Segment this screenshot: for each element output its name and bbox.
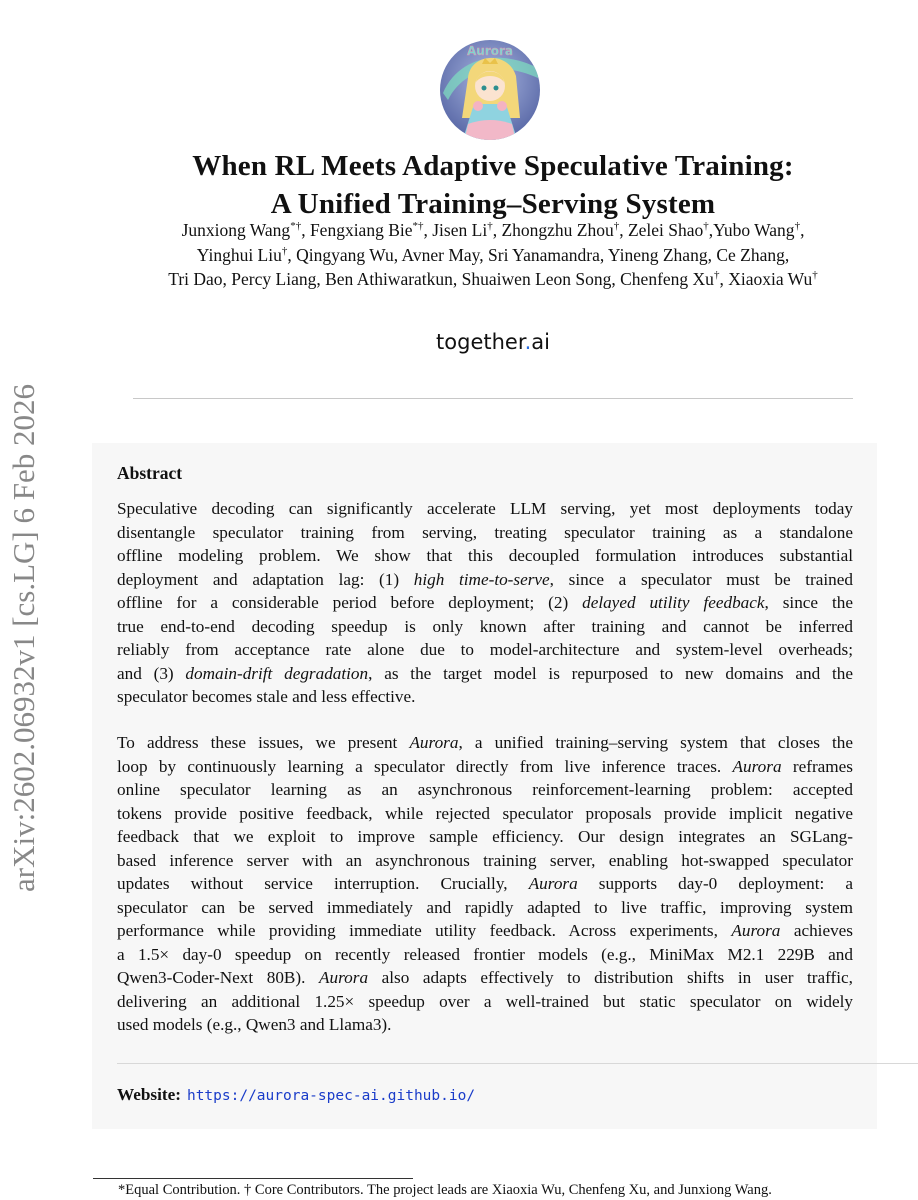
abstract-line	[117, 1013, 853, 1037]
abstract-line	[117, 872, 853, 896]
abstract-line	[117, 755, 853, 779]
text-run: supports day-0 deployment: a	[577, 874, 853, 893]
abstract-line	[117, 849, 853, 873]
text-run: based inference server with an asynchronous training server, enabling hot-swapped speculator	[117, 850, 853, 870]
abstract-line	[117, 990, 853, 1014]
abstract-line	[117, 825, 853, 849]
author-affiliation-mark: †	[713, 269, 720, 282]
author-affiliation-mark: *†	[412, 220, 424, 233]
abstract-line	[117, 497, 853, 521]
abstract-line	[117, 591, 853, 615]
abstract-paragraph-1	[117, 497, 853, 709]
abstract-line	[117, 778, 853, 802]
text-run: performance while providing immediate utility feedback. Across experiments,	[117, 921, 732, 940]
author-name: , Xiaoxia Wu	[719, 269, 813, 289]
author-name: , Zelei Shao	[619, 220, 704, 240]
affiliation-dot: .	[524, 330, 532, 354]
text-run: updates without service interruption. Crucially,	[117, 874, 529, 893]
text-run: and (3)	[117, 663, 186, 683]
footnote: *Equal Contribution. † Core Contributors. The project leads are Xiaoxia Wu, Chenfeng Xu, and Junxiong Wang.	[118, 1182, 772, 1198]
author-name: Yinghui Liu	[196, 245, 282, 265]
text-run: Speculative decoding can significantly accelerate LLM serving, yet most deployments today	[117, 499, 853, 518]
text-run: reliably from acceptance rate alone due to model-architecture and system-level overheads;	[117, 640, 853, 659]
author-name: ,	[800, 220, 805, 240]
author-line	[60, 245, 918, 266]
emphasized-text: domain-drift degradation	[185, 663, 369, 683]
text-run: a 1.5× day-0 speedup on recently released frontier models (e.g., MiniMax M2.1 229B and	[117, 944, 853, 964]
author-line	[60, 220, 918, 241]
abstract-line	[117, 638, 853, 662]
author-name: , Jisen Li	[423, 220, 488, 240]
text-run: disentangle speculator training from serving, treating speculator training as a standalone	[117, 522, 853, 542]
author-name: ,Yubo Wang	[708, 220, 795, 240]
text-run: feedback that we exploit to improve sample efficiency. Our design integrates an SGLang-	[117, 827, 853, 846]
text-run: used models (e.g., Qwen3 and Llama3).	[117, 1015, 392, 1034]
emphasized-text: Aurora	[732, 756, 782, 776]
aurora-logo-image	[438, 38, 542, 142]
author-affiliation-mark: *†	[290, 220, 302, 233]
text-run: deployment and adaptation lag: (1)	[117, 569, 414, 589]
text-run: , since a speculator must be trained	[549, 569, 853, 589]
abstract-line	[117, 615, 853, 639]
emphasized-text: delayed utility feedback	[582, 593, 765, 612]
paper-title-line-1: When RL Meets Adaptive Speculative Training:	[192, 150, 794, 182]
author-name: , Zhongzhu Zhou	[492, 220, 614, 240]
text-run: offline for a considerable period before deployment; (2)	[117, 593, 583, 612]
abstract-line	[117, 662, 853, 686]
text-run: true end-to-end decoding speedup is only known after training and cannot be inferred	[117, 616, 853, 636]
author-affiliation-mark: †	[613, 220, 620, 233]
author-affiliation-mark: †	[487, 220, 493, 233]
website-link[interactable]: https://aurora-spec-ai.github.io/	[186, 1088, 476, 1104]
text-run: loop by continuously learning a speculator directly from live inference traces.	[117, 756, 733, 776]
arxiv-identifier-stamp: arXiv:2602.06932v1 [cs.LG] 6 Feb 2026	[6, 384, 41, 892]
logo-lettering: Aurora	[466, 44, 514, 58]
website-label: Website:	[117, 1085, 181, 1104]
abstract-heading: Abstract	[117, 463, 183, 483]
author-name: Tri Dao, Percy Liang, Ben Athiwaratkun, Shuaiwen Leon Song, Chenfeng Xu	[168, 269, 714, 289]
abstract-line	[117, 731, 853, 755]
paper-title-line-2: A Unified Training–Serving System	[270, 188, 716, 220]
emphasized-text: Aurora	[319, 968, 369, 987]
abstract-line	[117, 919, 853, 943]
author-affiliation-mark: †	[812, 269, 818, 282]
emphasized-text: Aurora	[731, 921, 781, 940]
text-run: , as the target model is repurposed to new domains and the	[368, 663, 853, 683]
abstract-divider	[117, 1063, 918, 1064]
author-line	[60, 269, 918, 290]
text-run: achieves	[780, 921, 853, 940]
emphasized-text: Aurora	[528, 874, 578, 893]
affiliation-suffix: ai	[531, 330, 550, 354]
author-affiliation-mark: †	[794, 220, 801, 233]
abstract-line	[117, 685, 853, 709]
text-run: speculator can be served immediately and rapidly adapted to live traffic, improving system	[117, 897, 853, 917]
text-run: also adapts effectively to distribution shifts in user traffic,	[368, 968, 853, 987]
text-run: , since the	[764, 593, 853, 612]
footnote-rule	[93, 1178, 413, 1179]
author-name: , Qingyang Wu, Avner May, Sri Yanamandra, Yineng Zhang, Ce Zhang,	[287, 245, 790, 265]
abstract-paragraph-2	[117, 731, 853, 1037]
text-run: delivering an additional 1.25× speedup over a well-trained but static speculator on widely	[117, 991, 853, 1011]
abstract-line	[117, 802, 853, 826]
abstract-line	[117, 896, 853, 920]
affiliation-name: together	[436, 330, 525, 354]
text-run: To address these issues, we present	[117, 733, 410, 752]
abstract-line	[117, 966, 853, 990]
text-run: online speculator learning as an asynchronous reinforcement-learning problem: accepted	[117, 780, 853, 799]
text-run: reframes	[781, 756, 853, 776]
text-run: , a unified training–serving system that closes the	[458, 733, 853, 752]
abstract-line	[117, 568, 853, 592]
website-line	[117, 1085, 475, 1105]
abstract-line	[117, 544, 853, 568]
title-divider	[133, 398, 853, 399]
author-affiliation-mark: †	[703, 220, 709, 233]
text-run: Qwen3-Coder-Next 80B).	[117, 968, 320, 987]
author-affiliation-mark: †	[281, 245, 288, 258]
text-run: speculator becomes stale and less effective.	[117, 687, 416, 706]
author-name: , Fengxiang Bie	[301, 220, 413, 240]
abstract-line	[117, 943, 853, 967]
emphasized-text: high time-to-serve	[413, 569, 550, 589]
author-name: Junxiong Wang	[181, 220, 291, 240]
abstract-line	[117, 521, 853, 545]
emphasized-text: Aurora	[409, 733, 459, 752]
text-run: offline modeling problem. We show that this decoupled formulation introduces substantial	[117, 546, 853, 565]
text-run: tokens provide positive feedback, while rejected speculator proposals provide implicit negative	[117, 803, 853, 823]
together-ai-logo	[0, 330, 918, 354]
